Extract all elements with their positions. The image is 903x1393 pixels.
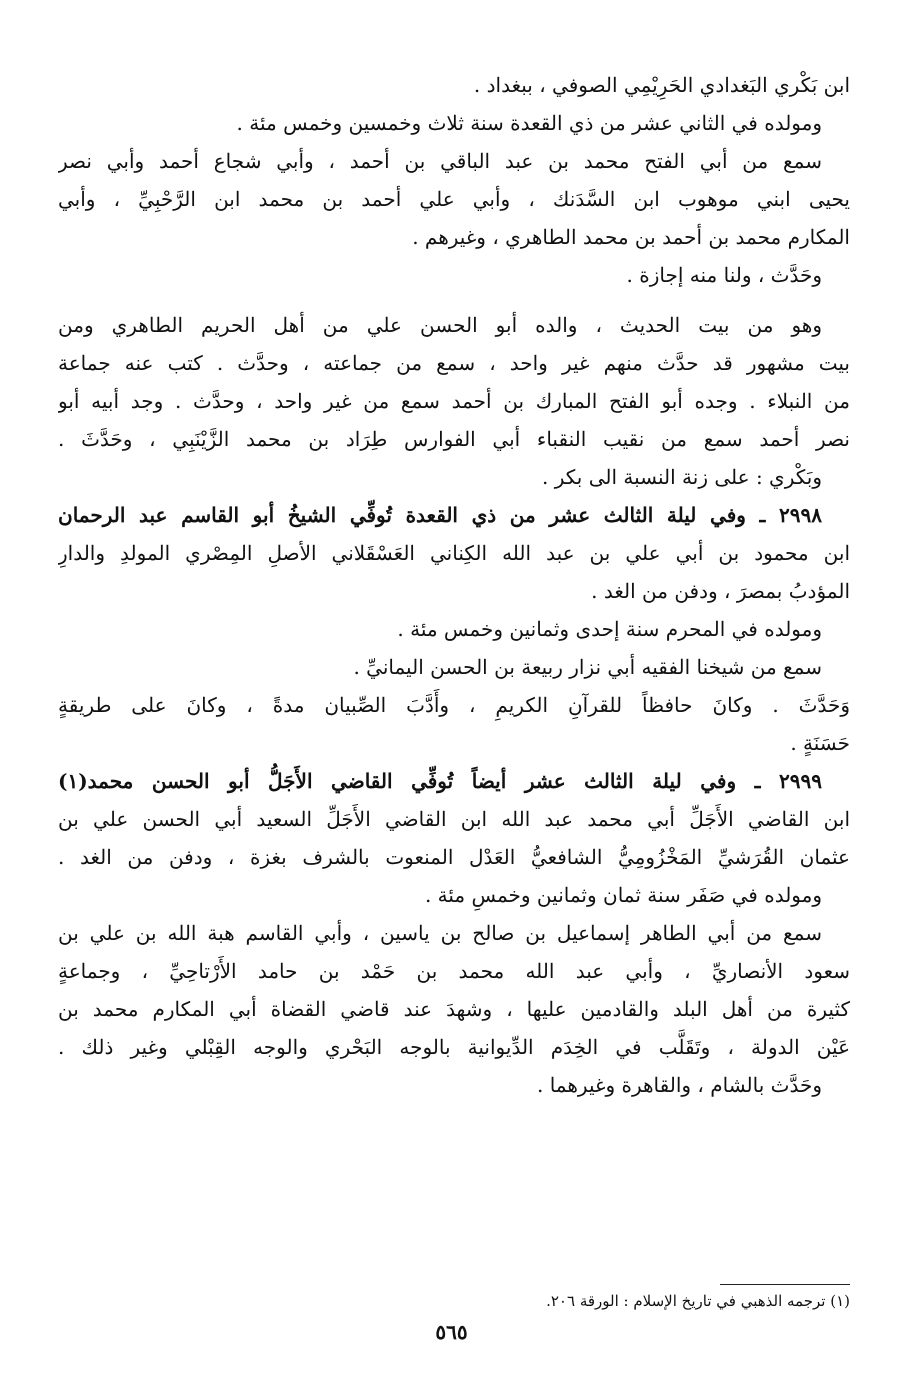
footnote: (١) ترجمه الذهبي في تاريخ الإسلام : الورقة ٢٠٦.: [546, 1292, 850, 1310]
text-line: يحيى ابني موهوب ابن السَّدَنك ، وأبي علي أحمد بن محمد ابن الرَّحْبِيِّ ، وأبي: [58, 187, 850, 211]
text-line: ومولده في صَفَر سنة ثمان وثمانين وخمسِ مئة .: [424, 883, 822, 907]
entry-2999-heading: ٢٩٩٩ ـ وفي ليلة الثالث عشر أيضاً تُوفِّي القاضي الأَجَلُّ أبو الحسن محمد(١): [58, 769, 822, 793]
text-line: وهو من بيت الحديث ، والده أبو الحسن علي من أهل الحريم الطاهري ومن: [58, 313, 822, 337]
text-line: عثمان القُرَشيِّ المَخْزُومِيُّ الشافعيُّ العَدْل المنعوت بالشرف بغزة ، ودفن من الغد .: [58, 845, 850, 869]
text-line: نصر أحمد سمع من نقيب النقباء أبي الفوارس طِرَاد بن محمد الزَّيْنَبِي ، وحَدَّثَ .: [58, 427, 850, 451]
text-line: كثيرة من أهل البلد والقادمين عليها ، وشهدَ عند قاضي القضاة أبي المكارم محمد بن: [58, 997, 850, 1021]
text-line: ومولده في المحرم سنة إحدى وثمانين وخمس مئة .: [397, 617, 822, 641]
text-line: بيت مشهور قد حدَّث منهم غير واحد ، سمع من جماعته ، وحدَّث . كتب عنه جماعة: [58, 351, 850, 375]
text-line: وبَكْري : على زنة النسبة الى بكر .: [542, 465, 822, 489]
text-line: ابن محمود بن أبي علي بن عبد الله الكِناني العَسْقَلاني الأصلِ المِصْري المولدِ والدارِ: [58, 541, 850, 565]
text-line: وَحَدَّثَ . وكانَ حافظاً للقرآنِ الكريمِ ، وأَدَّبَ الصِّبيان مدةً ، وكانَ على طريقةٍ: [58, 693, 850, 717]
text-line: ابن بَكْري البَغدادي الحَرِيْمِي الصوفي ، ببغداد .: [473, 73, 850, 97]
entry-2998-heading: ٢٩٩٨ ـ وفي ليلة الثالث عشر من ذي القعدة تُوفِّي الشيخُ أبو القاسم عبد الرحمان: [58, 503, 822, 527]
text-line: حَسَنَةٍ .: [790, 731, 850, 755]
text-line: عَيْن الدولة ، وتَقَلَّب في الخِدَم الدِّيوانية بالوجه البَحْري والوجه القِبْلي وغير ذلك .: [58, 1035, 850, 1059]
text-line: سمع من شيخنا الفقيه أبي نزار ربيعة بن الحسن اليمانيِّ .: [353, 655, 822, 679]
text-line: وحَدَّث ، ولنا منه إجازة .: [626, 263, 822, 287]
text-line: سمع من أبي الفتح محمد بن عبد الباقي بن أحمد ، وأبي شجاع أحمد وأبي نصر: [58, 149, 822, 173]
text-line: ومولده في الثاني عشر من ذي القعدة سنة ثلاث وخمسين وخمس مئة .: [236, 111, 822, 135]
footnote-divider: [720, 1284, 850, 1285]
text-line: وحَدَّث بالشام ، والقاهرة وغيرهما .: [537, 1073, 822, 1097]
page-number: ٥٦٥: [435, 1320, 468, 1344]
text-line: سمع من أبي الطاهر إسماعيل بن صالح بن ياسين ، وأبي القاسم هبة الله بن علي بن: [58, 921, 822, 945]
text-line: المكارم محمد بن أحمد بن محمد الطاهري ، وغيرهم .: [412, 225, 850, 249]
text-line: المؤدبُ بمصرَ ، ودفن من الغد .: [591, 579, 850, 603]
text-line: من النبلاء . وجده أبو الفتح المبارك بن أحمد سمع من غير واحد ، وحدَّث . وجد أبيه أبو: [58, 389, 850, 413]
page-body: [58, 66, 850, 1104]
text-line: ابن القاضي الأَجَلِّ أبي محمد عبد الله ابن القاضي الأَجَلِّ السعيد أبي الحسن علي بن: [58, 807, 850, 831]
text-line: سعود الأنصاريِّ ، وأبي عبد الله محمد بن حَمْد بن حامد الأَرْتاحِيِّ ، وجماعةٍ: [58, 959, 850, 983]
